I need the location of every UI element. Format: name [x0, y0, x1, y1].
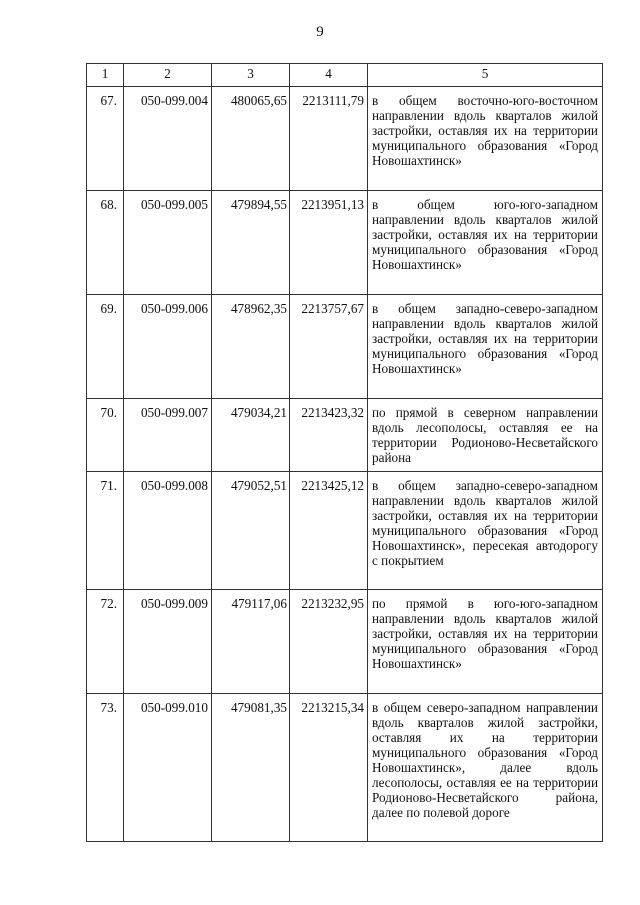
column-header: 2 [124, 64, 212, 87]
coordinate-x: 479052,51 [212, 472, 290, 590]
coordinate-y: 2213757,67 [290, 295, 368, 399]
table-row [87, 472, 603, 590]
boundary-description: в общем северо-западном направлении вдоль кварталов жилой застройки, оставляя их на территории муниципального образования «Город Новошахтинск», далее вдоль лесополосы, оставляя ее на территории Родионово-Несветайского района, далее по полевой дороге [368, 694, 603, 842]
column-header: 3 [212, 64, 290, 87]
coordinate-x: 479034,21 [212, 399, 290, 472]
row-number: 68. [87, 191, 124, 295]
table-header-row [87, 64, 603, 87]
column-header: 4 [290, 64, 368, 87]
coordinate-x: 479081,35 [212, 694, 290, 842]
point-code: 050-099.006 [124, 295, 212, 399]
row-number: 70. [87, 399, 124, 472]
coordinate-y: 2213215,34 [290, 694, 368, 842]
coordinate-y: 2213232,95 [290, 590, 368, 694]
boundary-description: в общем восточно-юго-восточном направлении вдоль кварталов жилой застройки, оставляя их на территории муниципального образования «Город Новошахтинск» [368, 87, 603, 191]
page-number: 9 [316, 24, 324, 40]
boundary-description: в общем юго-юго-западном направлении вдоль кварталов жилой застройки, оставляя их на территории муниципального образования «Город Новошахтинск» [368, 191, 603, 295]
boundary-description: по прямой в северном направлении вдоль лесополосы, оставляя ее на территории Родионово-Несветайского района [368, 399, 603, 472]
coordinate-y: 2213951,13 [290, 191, 368, 295]
coordinate-y: 2213423,32 [290, 399, 368, 472]
point-code: 050-099.009 [124, 590, 212, 694]
boundary-description: в общем западно-северо-западном направлении вдоль кварталов жилой застройки, оставляя их на территории муниципального образования «Город Новошахтинск» [368, 295, 603, 399]
boundary-description: по прямой в юго-юго-западном направлении вдоль кварталов жилой застройки, оставляя их на территории муниципального образования «Город Новошахтинск» [368, 590, 603, 694]
coordinate-y: 2213111,79 [290, 87, 368, 191]
column-header: 5 [368, 64, 603, 87]
row-number: 71. [87, 472, 124, 590]
table-row [87, 590, 603, 694]
point-code: 050-099.010 [124, 694, 212, 842]
coordinate-x: 479117,06 [212, 590, 290, 694]
table-row [87, 295, 603, 399]
table-row [87, 694, 603, 842]
coordinate-x: 478962,35 [212, 295, 290, 399]
table-row [87, 399, 603, 472]
point-code: 050-099.004 [124, 87, 212, 191]
column-header: 1 [87, 64, 124, 87]
coordinate-x: 479894,55 [212, 191, 290, 295]
table-row [87, 87, 603, 191]
coordinate-y: 2213425,12 [290, 472, 368, 590]
boundary-points-table [86, 63, 603, 842]
row-number: 72. [87, 590, 124, 694]
point-code: 050-099.007 [124, 399, 212, 472]
boundary-description: в общем западно-северо-западном направлении вдоль кварталов жилой застройки, оставляя их на территории муниципального образования «Город Новошахтинск», пересекая автодорогу с покрытием [368, 472, 603, 590]
point-code: 050-099.005 [124, 191, 212, 295]
row-number: 73. [87, 694, 124, 842]
row-number: 67. [87, 87, 124, 191]
point-code: 050-099.008 [124, 472, 212, 590]
table-row [87, 191, 603, 295]
row-number: 69. [87, 295, 124, 399]
coordinate-x: 480065,65 [212, 87, 290, 191]
